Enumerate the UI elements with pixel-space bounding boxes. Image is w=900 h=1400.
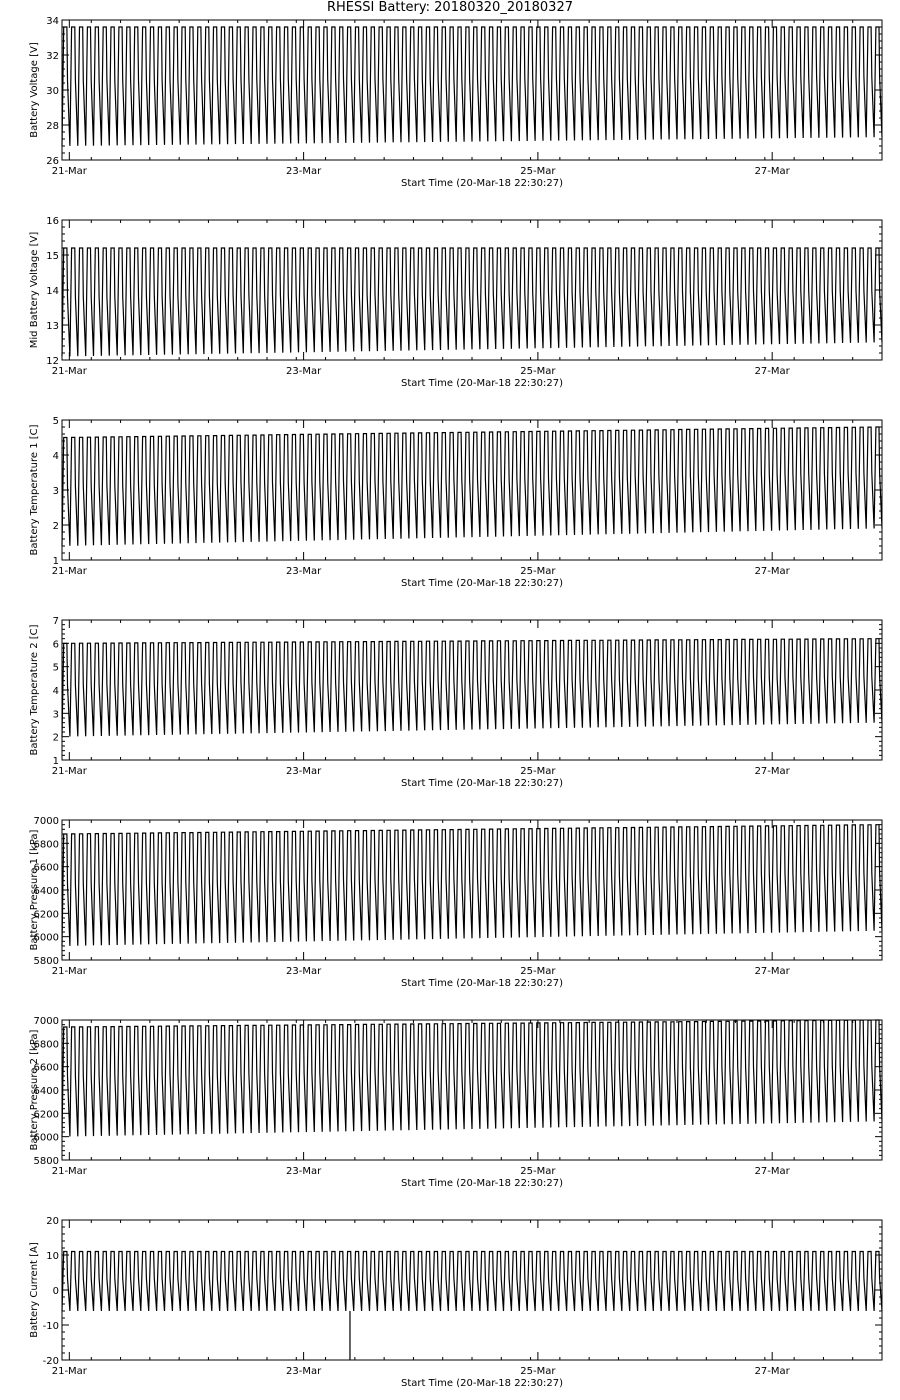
y-tick-label: 32 [46,51,59,62]
y-tick-label: 4 [52,686,59,697]
y-tick-label: 2 [52,521,59,532]
x-axis-label: Start Time (20-Mar-18 22:30:27) [400,778,564,789]
y-tick-label: 6000 [33,1132,59,1144]
x-tick-label: 25-Mar [520,166,556,177]
y-tick-label: 3 [52,709,59,721]
panel-5 [29,816,882,989]
series-line-1 [62,1020,882,1137]
y-tick-label: 5 [52,416,59,427]
y-tick-label: 6600 [33,862,59,874]
x-tick-label: 25-Mar [520,766,556,777]
y-axis-label: Battery Current [A] [29,1242,40,1338]
x-tick-label: 25-Mar [520,566,556,577]
x-tick-label: 21-Mar [51,766,87,777]
y-tick-label: 5800 [33,1156,59,1167]
x-tick-label: 21-Mar [51,1366,87,1377]
panel-7 [29,1216,882,1389]
x-tick-label: 23-Mar [286,766,322,777]
panel-4 [29,616,882,789]
y-tick-label: 14 [46,286,59,297]
y-tick-label: 12 [46,356,59,367]
y-tick-label: 7000 [33,1016,59,1027]
x-tick-label: 23-Mar [286,966,322,977]
y-tick-label: 0 [52,1286,59,1297]
series-line-1 [62,27,882,146]
x-axis-label: Start Time (20-Mar-18 22:30:27) [400,1378,564,1389]
x-tick-label: 23-Mar [286,166,322,177]
x-tick-label: 25-Mar [520,966,556,977]
x-tick-label: 27-Mar [754,1166,790,1177]
series-line-1 [62,825,882,946]
chart-title: RHESSI Battery: 20180320_20180327 [326,0,573,15]
y-tick-label: -10 [42,1321,59,1332]
y-axis-label: Battery Temperature 2 [C] [29,624,40,756]
x-tick-label: 27-Mar [754,966,790,977]
y-tick-label: 5 [52,662,59,674]
y-tick-label: 6 [52,639,59,651]
y-axis-label: Mid Battery Voltage [V] [29,231,40,349]
x-tick-label: 21-Mar [51,166,87,177]
y-tick-label: 6400 [33,886,59,897]
y-tick-label: 6400 [33,1086,59,1097]
y-tick-label: 6000 [33,932,59,944]
panel-1 [29,16,882,189]
x-tick-label: 23-Mar [286,1166,322,1177]
x-tick-label: 21-Mar [51,366,87,377]
y-tick-label: 34 [46,16,59,27]
y-tick-label: 30 [46,86,59,97]
plot-frame [62,620,882,760]
y-tick-label: 28 [46,121,59,132]
x-tick-label: 27-Mar [754,366,790,377]
x-axis-label: Start Time (20-Mar-18 22:30:27) [400,978,564,989]
x-tick-label: 25-Mar [520,1166,556,1177]
y-tick-label: 10 [46,1251,59,1262]
x-tick-label: 25-Mar [520,1366,556,1377]
series-line-1 [62,427,882,546]
series-line-1 [62,639,882,737]
y-tick-label: 7 [52,616,59,627]
y-tick-label: 16 [46,216,59,227]
y-tick-label: 15 [46,251,59,262]
y-tick-label: 3 [52,486,59,497]
x-tick-label: 25-Mar [520,366,556,377]
x-tick-label: 21-Mar [51,966,87,977]
panel-6 [29,1016,882,1189]
y-tick-label: 20 [46,1216,59,1227]
y-tick-label: 6200 [33,1109,59,1121]
y-tick-label: 6800 [33,1039,59,1051]
x-tick-label: 27-Mar [754,1366,790,1377]
y-tick-label: 7000 [33,816,59,827]
x-axis-label: Start Time (20-Mar-18 22:30:27) [400,378,564,389]
x-tick-label: 23-Mar [286,1366,322,1377]
x-tick-label: 23-Mar [286,366,322,377]
x-axis-label: Start Time (20-Mar-18 22:30:27) [400,178,564,189]
y-tick-label: -20 [42,1356,59,1367]
series-line-1 [62,248,882,357]
x-tick-label: 23-Mar [286,566,322,577]
y-axis-label: Battery Voltage [V] [29,42,40,138]
x-tick-label: 27-Mar [754,766,790,777]
y-tick-label: 4 [52,451,59,462]
y-tick-label: 6800 [33,839,59,851]
panel-3 [29,416,882,589]
y-tick-label: 2 [52,732,59,744]
y-tick-label: 6600 [33,1062,59,1074]
series-line-1 [62,1252,882,1312]
y-tick-label: 26 [46,156,59,167]
y-tick-label: 1 [52,756,59,767]
y-tick-label: 13 [46,321,59,332]
y-axis-label: Battery Pressure 1 [kPa] [29,829,40,951]
x-axis-label: Start Time (20-Mar-18 22:30:27) [400,578,564,589]
x-tick-label: 27-Mar [754,566,790,577]
y-axis-label: Battery Pressure 2 [kPa] [29,1029,40,1151]
y-tick-label: 5800 [33,956,59,967]
panel-2 [29,216,882,389]
x-axis-label: Start Time (20-Mar-18 22:30:27) [400,1178,564,1189]
x-tick-label: 27-Mar [754,166,790,177]
y-tick-label: 6200 [33,909,59,921]
y-axis-label: Battery Temperature 1 [C] [29,424,40,556]
y-tick-label: 1 [52,556,59,567]
x-tick-label: 21-Mar [51,1166,87,1177]
x-tick-label: 21-Mar [51,566,87,577]
